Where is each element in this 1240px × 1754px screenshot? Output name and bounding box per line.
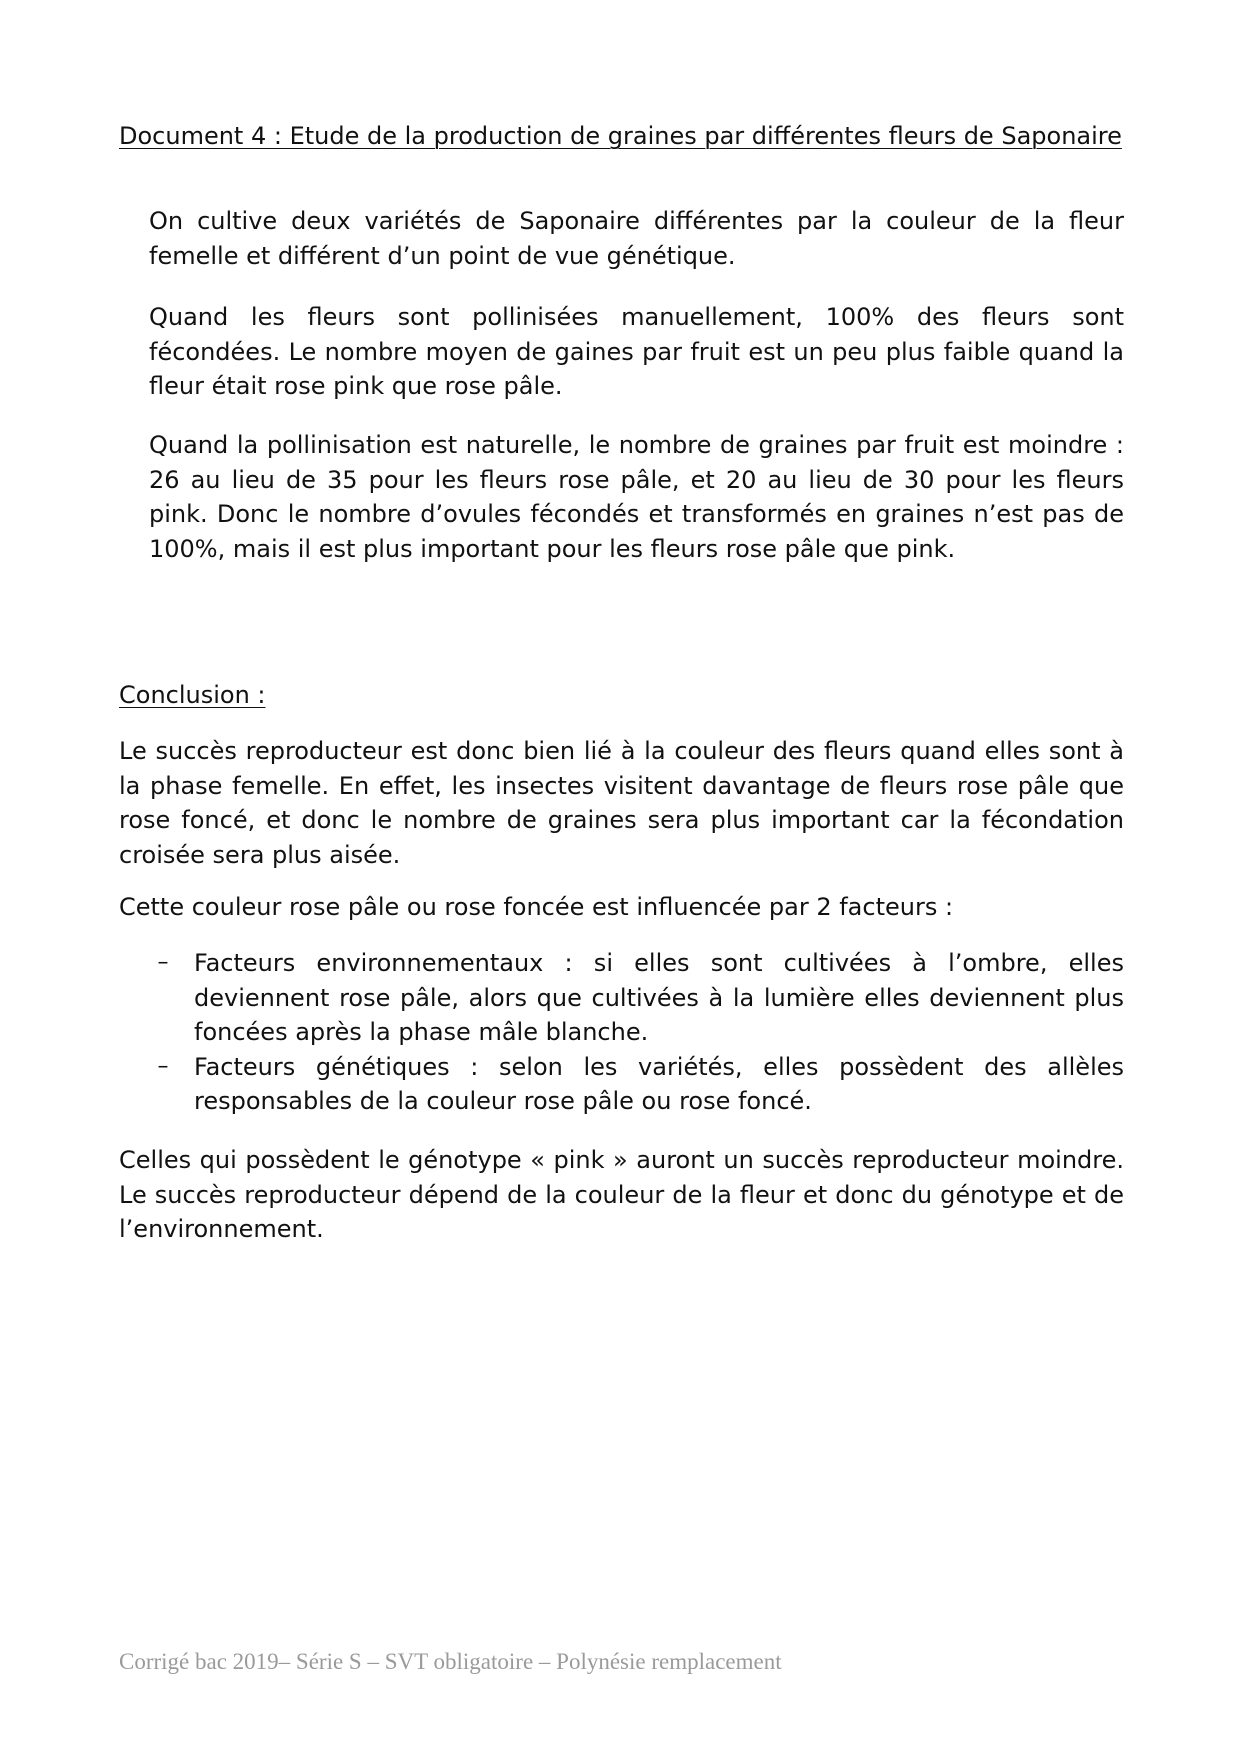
document4-heading: Document 4 : Etude de la production de graines par différentes fleurs de Saponaire (119, 122, 1122, 150)
list-item-text: Facteurs génétiques : selon les variétés, elles possèdent des allèles responsables de la couleur rose pâle ou rose foncé. (194, 1052, 1124, 1115)
list-item-text: Facteurs environnementaux : si elles sont cultivées à l’ombre, elles deviennent rose pâle, alors que cultivées à la lumière elles deviennent plus foncées après la phase mâle blanche. (194, 949, 1124, 1046)
document4-paragraph-1: On cultive deux variétés de Saponaire différentes par la couleur de la fleur femelle et différent d’un point de vue génétique. (149, 207, 1124, 270)
conclusion-heading: Conclusion : (119, 681, 266, 709)
factors-list (119, 946, 1124, 1119)
list-item (119, 1050, 1124, 1119)
list-item (119, 946, 1124, 1050)
conclusion-paragraph-2: Cette couleur rose pâle ou rose foncée est influencée par 2 facteurs : (119, 893, 954, 921)
page-footer: Corrigé bac 2019– Série S – SVT obligatoire – Polynésie remplacement (119, 1649, 782, 1674)
dash-bullet-icon: – (157, 950, 169, 975)
dash-bullet-icon: – (157, 1053, 169, 1079)
conclusion-paragraph-1: Le succès reproducteur est donc bien lié à la couleur des fleurs quand elles sont à la phase femelle. En effet, les insectes visitent davantage de fleurs rose pâle que rose foncé, et donc le nombre de graines sera plus important car la fécondation croisée sera plus aisée. (119, 737, 1124, 869)
conclusion-paragraph-3: Celles qui possèdent le génotype « pink » auront un succès reproducteur moindre. Le succès reproducteur dépend de la couleur de la fleur et donc du génotype et de l’environnement. (119, 1146, 1124, 1243)
document4-paragraph-3: Quand la pollinisation est naturelle, le nombre de graines par fruit est moindre : 26 au lieu de 35 pour les fleurs rose pâle, et 20 au lieu de 30 pour les fleurs pink. Donc le nombre d’ovules fécondés et transformés en graines n’est pas de 100%, mais il est plus important pour les fleurs rose pâle que pink. (149, 431, 1124, 563)
document4-paragraph-2: Quand les fleurs sont pollinisées manuellement, 100% des fleurs sont fécondées. Le nombre moyen de gaines par fruit est un peu plus faible quand la fleur était rose pink que rose pâle. (149, 303, 1124, 400)
